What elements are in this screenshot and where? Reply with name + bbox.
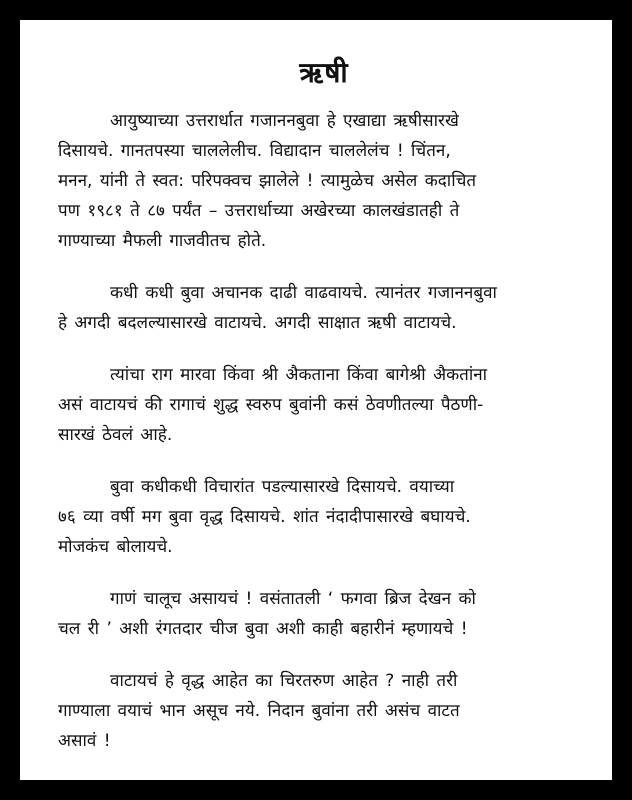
text-line: आयुष्याच्या उत्तरार्धात गजाननबुवा हे एखाद्या ऋषीसारखे <box>110 111 459 131</box>
text-line: दिसायचे. गानतपस्या चाललेलीच. विद्यादान चाललेलंच ! चिंतन, <box>58 141 451 161</box>
paragraph-2 <box>58 278 590 338</box>
text-line: वाटायचं हे वृद्ध आहेत का चिरतरुण आहेत ? नाही तरी <box>110 671 458 691</box>
text-line: गाण्याला वयाचं भान असूच नये. निदान बुवांना तरी असंच वाटत <box>58 701 460 721</box>
text-line: मोजकंच बोलायचे. <box>58 537 173 557</box>
page-title: ऋषी <box>299 56 349 89</box>
text-line: हे अगदी बदलल्यासारखे वाटायचे. अगदी साक्षात ऋषी वाटायचे. <box>58 313 457 333</box>
text-line: कधी कधी बुवा अचानक दाढी वाढवायचे. त्यानंतर गजाननबुवा <box>110 283 497 303</box>
text-line: पण १९८१ ते ८७ पर्यंत – उत्तरार्धाच्या अखेरच्या कालखंडातही ते <box>58 201 460 221</box>
paragraph-4 <box>58 472 590 562</box>
text-line: मनन, यांनी ते स्वत: परिपक्वच झालेले ! त्यामुळेच असेल कदाचित <box>58 171 477 191</box>
text-line: सारखं ठेवलं आहे. <box>58 425 173 445</box>
text-line: असावं ! <box>58 731 111 751</box>
paragraph-6 <box>58 666 590 756</box>
text-line: ७६ व्या वर्षी मग बुवा वृद्ध दिसायचे. शांत नंदादीपासारखे बघायचे. <box>58 507 471 527</box>
paragraph-1 <box>58 106 590 256</box>
text-line: चल री ’ अशी रंगतदार चीज बुवा अशी काही बहारीनं म्हणायचे ! <box>58 619 468 639</box>
text-line: त्यांचा राग मारवा किंवा श्री अैकताना किंवा बागेश्री अैकतांना <box>110 365 488 385</box>
paragraph-3 <box>58 360 590 450</box>
document-page <box>20 20 612 780</box>
text-line: गाण्याच्या मैफली गाजवीतच होते. <box>58 231 267 251</box>
paragraph-5 <box>58 584 590 644</box>
text-line: असं वाटायचं की रागाचं शुद्ध स्वरुप बुवांनी कसं ठेवणीतल्या पैठणी- <box>58 395 484 415</box>
text-line: गाणं चालूच असायचं ! वसंतातली ‘ फगवा ब्रिज देखन को <box>110 589 476 609</box>
text-line: बुवा कधीकधी विचारांत पडल्यासारखे दिसायचे. वयाच्या <box>110 477 455 497</box>
